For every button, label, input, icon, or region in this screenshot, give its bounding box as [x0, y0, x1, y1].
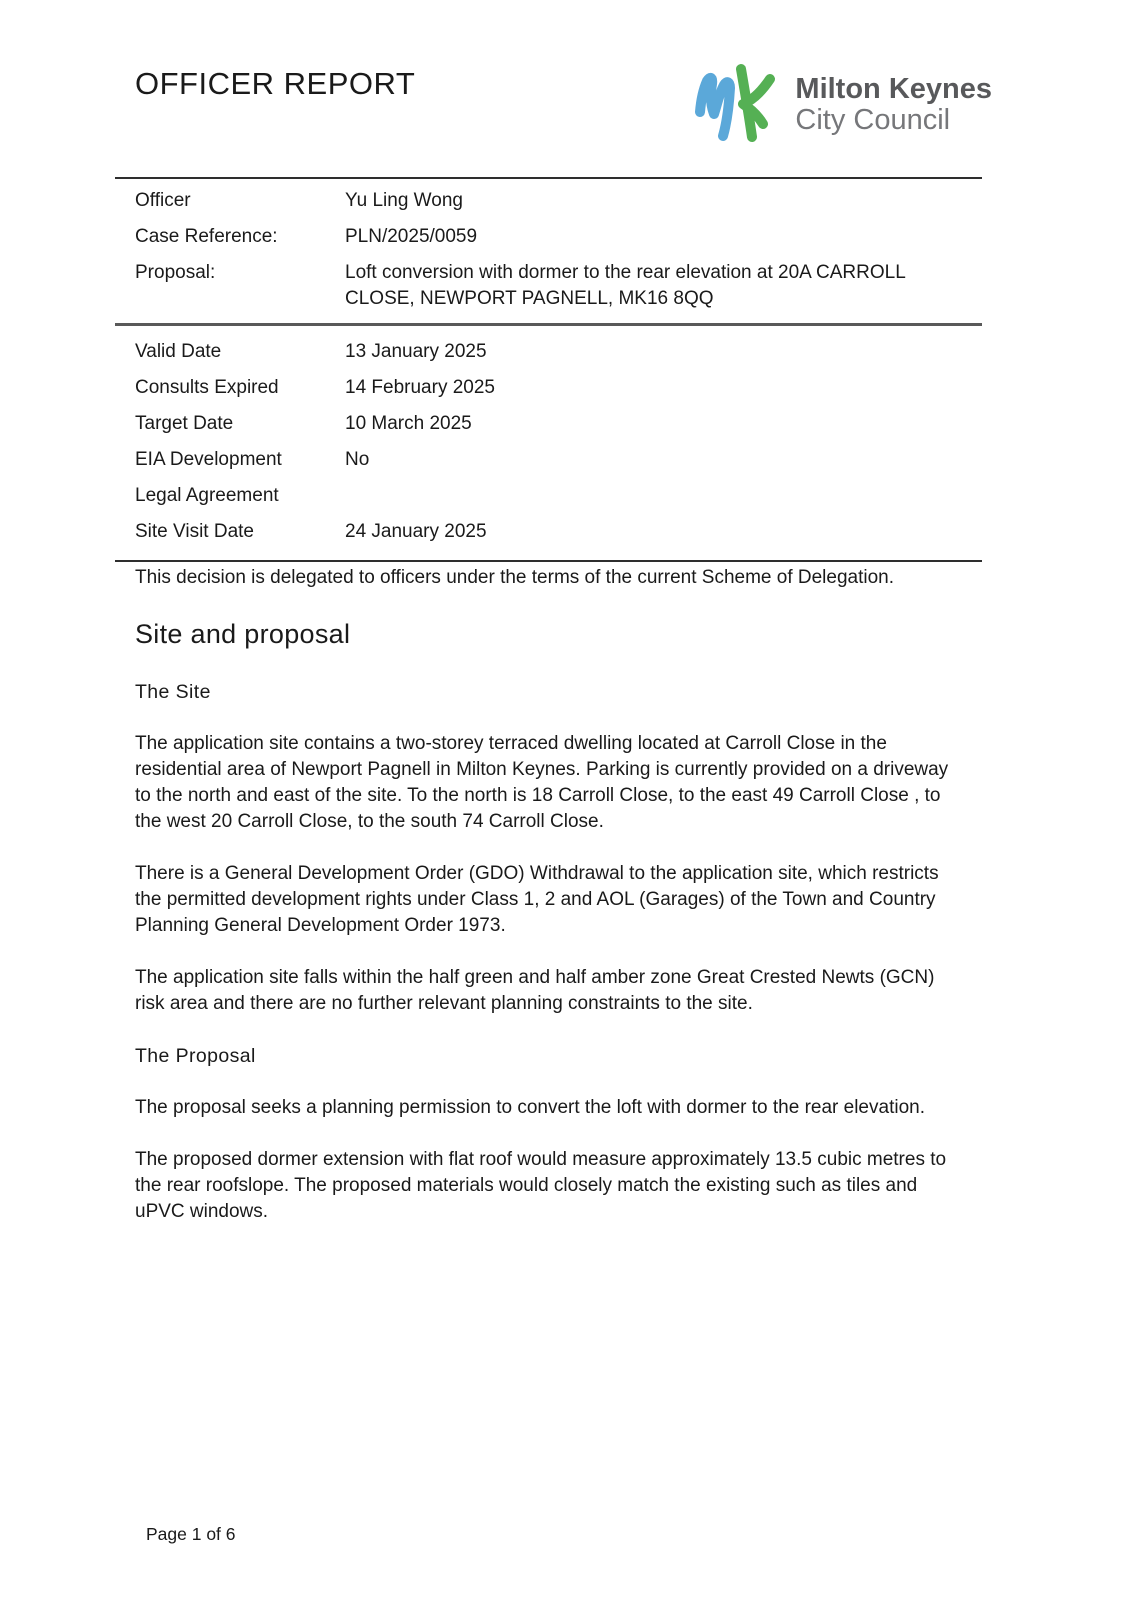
table-row	[115, 334, 982, 370]
field-value: 10 March 2025	[345, 413, 472, 434]
field-value: 14 February 2025	[345, 377, 495, 398]
field-value: 13 January 2025	[345, 341, 487, 362]
council-logo	[677, 50, 992, 150]
summary-tables	[115, 177, 982, 562]
report-title: OFFICER REPORT	[135, 66, 416, 101]
field-value: Loft conversion with dormer to the rear elevation at 20A CARROLL CLOSE, NEWPORT PAGNELL, MK16 8QQ	[345, 262, 906, 309]
field-label: Site Visit Date	[135, 521, 254, 542]
section-heading-site-and-proposal: Site and proposal	[135, 619, 351, 649]
field-value: Yu Ling Wong	[345, 190, 463, 211]
paragraph-gcn-risk: The application site falls within the half green and half amber zone Great Crested Newts (GCN) risk area and there are no further relevant planning constraints to the site.	[135, 967, 935, 1014]
council-name: Milton Keynes	[795, 73, 992, 105]
field-label: EIA Development	[135, 449, 282, 470]
field-label: Consults Expired	[135, 377, 279, 398]
key-dates-table	[115, 323, 982, 562]
field-value: No	[345, 449, 370, 470]
table-row	[115, 370, 982, 406]
council-logo-text	[795, 74, 992, 136]
field-label: Legal Agreement	[135, 485, 279, 506]
field-label: Valid Date	[135, 341, 222, 362]
field-value	[345, 483, 950, 509]
report-body	[135, 565, 963, 1251]
council-subname: City Council	[795, 104, 951, 136]
page-number: Page 1 of 6	[146, 1524, 236, 1544]
table-row	[115, 406, 982, 442]
delegation-note: This decision is delegated to officers under the terms of the current Scheme of Delegation.	[135, 567, 895, 588]
paragraph-gdo-withdrawal: There is a General Development Order (GDO) Withdrawal to the application site, which restricts the permitted development rights under Class 1, 2 and AOL (Garages) of the Town and Country Planning General Development Order 1973.	[135, 863, 939, 936]
paragraph-proposal-summary: The proposal seeks a planning permission to convert the loft with dormer to the rear elevation.	[135, 1097, 925, 1118]
subheading-the-proposal: The Proposal	[135, 1045, 256, 1067]
table-row	[115, 183, 982, 219]
paragraph-proposal-details: The proposed dormer extension with flat roof would measure approximately 13.5 cubic metres to the rear roofslope. The proposed materials would closely match the existing such as tiles and uPVC windows.	[135, 1149, 947, 1222]
header	[135, 50, 992, 150]
field-value: PLN/2025/0059	[345, 226, 478, 247]
table-row	[115, 255, 982, 317]
table-row	[115, 478, 982, 514]
field-label: Case Reference:	[135, 226, 278, 247]
field-label: Officer	[135, 190, 191, 211]
field-label: Target Date	[135, 413, 234, 434]
mk-logo-icon	[677, 50, 789, 150]
table-row	[115, 514, 982, 550]
paragraph-site-description: The application site contains a two-storey terraced dwelling located at Carroll Close in the residential area of Newport Pagnell in Milton Keynes. Parking is currently provided on a driveway to the north and east of the site. To the north is 18 Carroll Close, to the east 49 Carroll Close , to the west 20 Carroll Close, to the south 74 Carroll Close.	[135, 733, 949, 832]
table-row	[115, 442, 982, 478]
subheading-the-site: The Site	[135, 681, 211, 703]
table-row	[115, 219, 982, 255]
case-details-table	[115, 177, 982, 323]
field-value: 24 January 2025	[345, 521, 487, 542]
field-label: Proposal:	[135, 262, 216, 283]
